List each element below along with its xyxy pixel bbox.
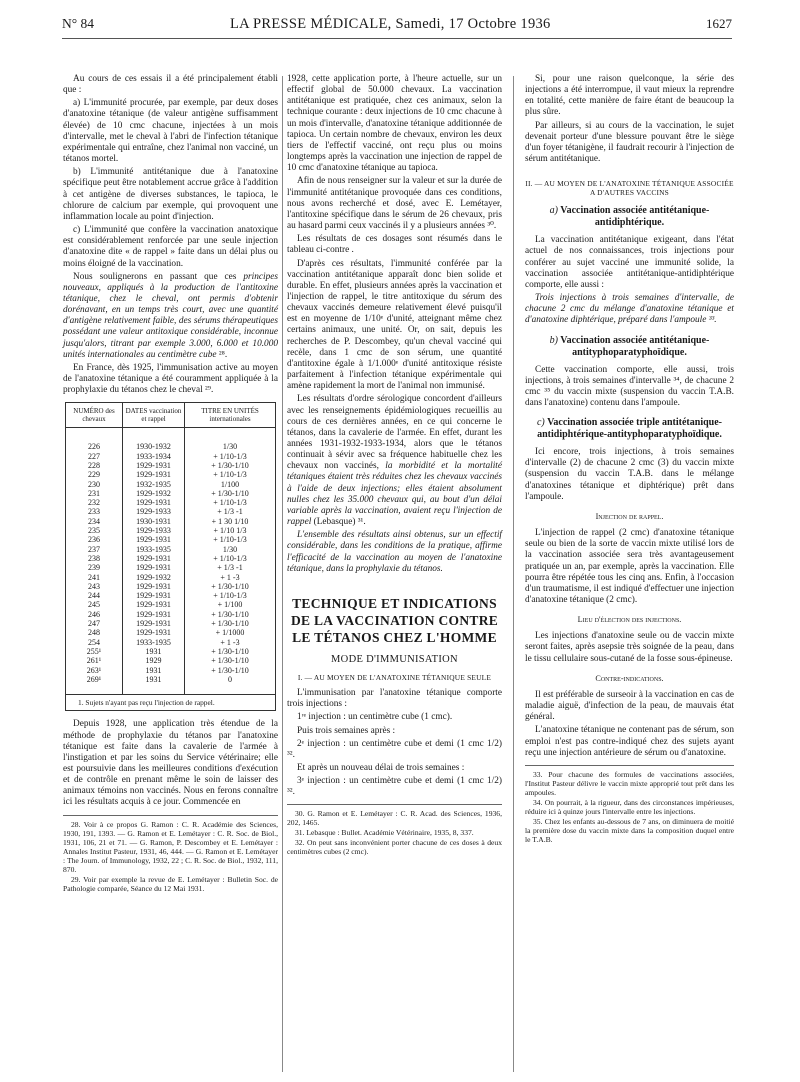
subheading: Injection de rappel. (595, 511, 664, 521)
table-cell-dates: 1929-1933 (136, 526, 171, 536)
results-table (65, 402, 276, 711)
paragraph: Les résultats d'ordre sérologique concordent d'ailleurs avec les renseignements épidémiologiques recueillis au cours de ces dernières années, en ce qui concerne le tétanos, dans la cavalerie de l'armée. En effet, durant les années 1931-1932-1933-1934, alors que le tétanos continuait à sévir avec sa fréquence habituelle chez les chevaux non vaccinés, la morbidité et la mortalité tétaniques étaient très réduites chez les chevaux vaccinés à l'aide de deux injections; elles étaient absolument nulles chez les 35.000 chevaux qui, au bout d'un délai variable après la vaccination, avaient reçu l'injection de rappel (Lebasque) ³¹. (287, 394, 502, 528)
paragraph: Et après un nouveau délai de trois semaines : (297, 762, 465, 773)
table-column-numbers (66, 428, 122, 694)
table-cell-dates: 1931 (145, 674, 162, 684)
column-3 (525, 74, 734, 845)
paragraph: 2ᵉ injection : un centimètre cube et demi (1 cmc 1/2) ³². (287, 738, 502, 760)
paragraph: 1928, cette application porte, à l'heure actuelle, sur un effectif global de 50.000 chevaux. La vaccination antitétanique est pratiquée, chez ces animaux, selon la technique courante : deux injections de 10 cmc chacune à un mois d'intervalle, d'anatoxine tétanique additionnée de tapioca. Un certain nombre de chevaux, environ les deux tiers de l'effectif vacciné, ont reçu plus ou moins longtemps après la vaccination une injection de rappel de 10 cmc d'anatoxine tétanique au tapioca. (287, 74, 502, 174)
table-cell-titre: + 1/10 1/3 (213, 526, 247, 536)
footnote: 35. Chez les enfants au-dessous de 7 ans, on diminuera de moitié la première dose du vaccin mixte dans la composition duquel entre le T.A.B. (525, 816, 734, 844)
table-cell-dates: 1929-1931 (136, 563, 171, 573)
paragraph: En France, dès 1925, l'immunisation active au moyen de l'anatoxine tétanique a été couramment appliquée à la prophylaxie du tétanos chez le cheval ²⁹. (63, 362, 278, 396)
table-column-dates (122, 428, 184, 694)
table-cell-dates: 1930-1931 (136, 516, 171, 526)
paragraph: Depuis 1928, une application très étendue de la méthode de prophylaxie du tétanos par l'anatoxine tétanique est faite dans la cavalerie de l'armée à l'instigation et par les soins du Service vétérinaire; elle est poursuivie dans les meilleures conditions d'exécution et de contrôle en prenant même le soin de laisser des animaux témoins non vaccinés. Nous en ferons connaître ici les résultats acquis à ce jour. Commencée en (63, 719, 278, 808)
paragraph: Par ailleurs, si au cours de la vaccination, le sujet devenait porteur d'une blessure pouvant être le siège d'un foyer tétanigène, il faudrait recourir à l'injection de sérum antitétanique. (525, 120, 734, 165)
table-body (66, 428, 275, 694)
table-cell-number: 235 (88, 526, 100, 536)
table-cell-number: 269¹ (86, 674, 102, 684)
table-cell-titre: + 1/10-1/3 (213, 451, 247, 461)
table-cell-number: 255¹ (86, 646, 102, 656)
table-cell-titre: + 1 30 1/10 (211, 516, 249, 526)
subheading: Lieu d'élection des injections. (577, 615, 682, 625)
table-column-titres (184, 428, 275, 694)
table-cell-dates: 1929-1931 (136, 619, 171, 629)
paragraph: Les injections d'anatoxine seule ou de vaccin mixte seront faites, après asepsie très soignée de la peau, dans le tissu cellulaire sous-cutané de la fosse sous-épineuse. (525, 631, 734, 664)
footnote: 34. On pourrait, à la rigueur, dans des circonstances impérieuses, réduire ici à quinze jours l'intervalle entre les injections. (525, 797, 734, 816)
subsection-title: MODE D'IMMUNISATION (331, 653, 458, 665)
table-cell-number: 231 (88, 488, 100, 498)
table-cell-number: 234 (88, 516, 100, 526)
column-divider (282, 76, 283, 1072)
subheading: Contre-indications. (595, 673, 664, 683)
table-cell-dates: 1933-1935 (136, 637, 171, 647)
table-cell-number: 239 (88, 563, 100, 573)
table-cell-dates: 1929-1931 (136, 535, 171, 545)
table-note: 1. Sujets n'ayant pas reçu l'injection de rappel. (66, 694, 275, 710)
journal-title: LA PRESSE MÉDICALE, Samedi, 17 Octobre 1936 (230, 16, 551, 32)
paragraph: a) L'immunité procurée, par exemple, par deux doses d'anatoxine tétanique (de valeur antigène suffisamment élevée) de 10 cmc chacune, injectées à un mois d'intervalle, met le cheval à l'abri de l'infection tétanique expérimentale qui entraîne, chez l'animal non vacciné, un tétanos mortel. (63, 98, 278, 165)
table-cell-titre: + 1/30-1/10 (211, 488, 249, 498)
table-cell-dates: 1929-1931 (136, 553, 171, 563)
table-cell-dates: 1929 (145, 656, 162, 666)
table-cell-dates: 1929-1931 (136, 498, 171, 508)
table-cell-titre: + 1/10-1/3 (213, 535, 247, 545)
column-2 (287, 74, 502, 857)
footnote: 31. Lebasque : Bullet. Académie Vétérinaire, 1935, 8, 337. (295, 828, 474, 838)
table-header-number: NUMÉRO des chevaux (73, 407, 115, 424)
table-cell-number: 229 (88, 470, 100, 480)
table-header (66, 403, 275, 428)
footnote: 33. Pour chacune des formules de vaccinations associées, l'Institut Pasteur délivre le vaccin mixte approprié tout prêt dans les ampoules. (525, 769, 734, 797)
table-cell-dates: 1929-1931 (136, 600, 171, 610)
table-cell-titre: + 1/3 -1 (217, 507, 243, 517)
column-1 (63, 74, 278, 894)
paragraph: c) L'immunité que confère la vaccination anatoxique est considérablement renforcée par une seule injection d'anatoxine dite « de rappel » faite dans un délai plus ou moins éloigné de la vaccination. (63, 225, 278, 269)
issue-number: N° 84 (62, 16, 95, 31)
table-cell-titre: + 1/10-1/3 (213, 553, 247, 563)
paragraph: Nous soulignerons en passant que ces principes nouveaux, appliqués à la production de l'antitoxine tétanique, chez le cheval, ont permis d'obtenir dorénavant, en un temps très court, avec une quantité d'antigène relativement faible, des sérums thérapeutiques possédant une valeur antitoxique considérable, inconnue jusqu'alors, titrant par exemple 3.000, 6.000 et 10.000 unités internationales au centimètre cube ²⁸. (63, 271, 278, 360)
table-cell-titre: + 1 -3 (220, 572, 240, 582)
table-cell-titre: + 1/10-1/3 (213, 591, 247, 601)
table-cell-titre: + 1/100 (217, 600, 243, 610)
table-cell-titre: + 1/30-1/10 (211, 460, 249, 470)
footnote: 29. Voir par exemple la revue de E. Lemétayer : Bulletin Soc. de Pathologie comparée, Séance du 12 Mai 1931. (63, 874, 278, 893)
table-cell-number: 236 (88, 535, 100, 545)
table-cell-number: 263¹ (86, 665, 102, 675)
paragraph: Afin de nous renseigner sur la valeur et sur la durée de l'immunité antitétanique provoquée dans ces conditions, nous avons recherché et dosé, avec E. Lemétayer, l'antitoxine spécifique dans le sérum de 26 chevaux, pris au hasard parmi ceux vaccinés il y a plusieurs années ³⁰. (287, 176, 502, 232)
footnote: 32. On peut sans inconvénient porter chacune de ces doses à deux centimètres cubes (2 cmc). (287, 838, 502, 857)
table-cell-dates: 1929-1931 (136, 581, 171, 591)
section-title: TECHNIQUE ET INDICATIONS DE LA VACCINATION CONTRE LE TÉTANOS CHEZ L'HOMME (290, 595, 499, 645)
table-cell-titre: + 1/30-1/10 (211, 619, 249, 629)
table-cell-number: 246 (88, 609, 100, 619)
paragraph: 1ʳᵉ injection : un centimètre cube (1 cmc). (297, 712, 453, 723)
table-cell-dates: 1932-1935 (136, 479, 171, 489)
paragraph: L'injection de rappel (2 cmc) d'anatoxine tétanique seule ou bien de la sorte de vaccin mixte utilisé lors de la vaccination associée sera très avantageusement pratiquée un an, par exemple, après la vaccination. Elle pourra être répétée tous les cinq ans. Enfin, à l'occasion d'un traumatisme, il est indiqué d'effectuer une injection d'anatoxine tétanique (2 cmc). (525, 528, 734, 605)
table-cell-number: 228 (88, 460, 100, 470)
table-cell-dates: 1929-1931 (136, 628, 171, 638)
footnote: 30. G. Ramon et E. Lemétayer : C. R. Acad. des Sciences, 1936, 202, 1465. (287, 809, 502, 828)
table-cell-number: 230 (88, 479, 100, 489)
table-cell-dates: 1930-1932 (136, 442, 171, 452)
table-cell-number: 237 (88, 544, 100, 554)
paragraph: Trois injections à trois semaines d'intervalle, de chacune 2 cmc du mélange d'anatoxine tétanique et d'anatoxine diphtérique, préparé dans l'ampoule ³³. (525, 293, 734, 326)
paragraph: D'après ces résultats, l'immunité conférée par la vaccination antitétanique apparaît donc bien solide et durable. En effet, plusieurs années après la vaccination et l'injection de rappel, le titre antitoxique du sérum des chevaux vaccinés demeure relativement élevé puisqu'il est en moyenne de 1/10ᵉ d'unité, atteignant même chez certains animaux, une unité. Or, on sait, depuis les recherches de P. Descombey, qu'un cheval vacciné qui recèle, dans 1 cmc de son sérum, une quantité d'antitoxine égale à 1/1.000ᵉ d'unité antitoxique résiste parfaitement à l'infection tétanique expérimentale qui amène rapidement la mort de l'animal non immunisé. (287, 258, 502, 392)
table-cell-dates: 1929-1931 (136, 470, 171, 480)
table-cell-number: 241 (88, 572, 100, 582)
table-cell-dates: 1929-1931 (136, 460, 171, 470)
paragraph: Ici encore, trois injections, à trois semaines d'intervalle (2) de chacune 2 cmc (3) du vaccin mixte (suspension du vaccin T.A.B. dans le mélange d'anatoxines tétanique et diphtérique) prêt dans l'ampoule. (525, 447, 734, 502)
table-cell-titre: 0 (228, 674, 232, 684)
table-cell-dates: 1929-1932 (136, 572, 171, 582)
table-cell-number: 226 (88, 442, 100, 452)
table-cell-titre: + 1/30-1/10 (211, 665, 249, 675)
table-cell-number: 244 (88, 591, 100, 601)
table-cell-titre: + 1/1000 (215, 628, 245, 638)
footnote-rule (63, 815, 278, 816)
footnote: 28. Voir à ce propos G. Ramon : C. R. Académie des Sciences, 1930, 191, 1393. — G. Ramon et E. Lemétayer : C. R. Soc. de Biol., 1931, 106, 21 et 71. — G. Ramon, P. Descombey et E. Lemétayer : Annales Institut Pasteur, 1931, 46, 444. — G. Ramon et E. Lemétayer : The Journ. of Immunology, 1932, 22 ; C. R. Soc. de Biol., 1932, 111, 870. (63, 819, 278, 874)
table-cell-number: 261¹ (86, 656, 102, 666)
table-cell-titre: 1/100 (220, 479, 240, 489)
table-cell-number: 243 (88, 581, 100, 591)
table-header-dates: DATES vaccination et rappel (122, 403, 184, 427)
footnote-rule (525, 765, 734, 766)
item-heading: b) Vaccination associée antitétanique-antityphoparatyphoïdique. (549, 334, 710, 358)
column-divider (513, 76, 514, 1072)
table-cell-number: 254 (88, 637, 100, 647)
header-rule (62, 38, 732, 39)
paragraph: L'anatoxine tétanique ne contenant pas de sérum, son emploi n'est pas contre-indiqué chez des sujets ayant reçu une injection antérieure de sérum ou d'anatoxine. (525, 725, 734, 758)
table-cell-titre: + 1/3 -1 (217, 563, 243, 573)
table-cell-titre: + 1/30-1/10 (211, 609, 249, 619)
table-cell-number: 232 (88, 498, 100, 508)
table-cell-titre: 1/30 (222, 442, 238, 452)
table-cell-titre: + 1 -3 (220, 637, 240, 647)
table-cell-dates: 1929-1932 (136, 488, 171, 498)
table-cell-number: 247 (88, 619, 100, 629)
table-header-titre: TITRE EN UNITÉS internationales (184, 403, 275, 427)
table-cell-titre: + 1/30-1/10 (211, 646, 249, 656)
table-cell-number: 238 (88, 553, 100, 563)
table-cell-dates: 1933-1935 (136, 544, 171, 554)
paragraph: Il est préférable de surseoir à la vaccination en cas de maladie aiguë, d'infection de la peau, de mauvais état général. (525, 689, 734, 723)
paragraph: L'ensemble des résultats ainsi obtenus, sur un effectif considérable, dans les conditions de la pratique, affirme l'efficacité de la vaccination au moyen de l'anatoxine tétanique, dans la prophylaxie du tétanos. (287, 530, 502, 574)
table-cell-titre: + 1/10-1/3 (213, 470, 247, 480)
table-cell-titre: 1/30 (222, 544, 238, 554)
paragraph: Cette vaccination comporte, elle aussi, trois injections, à trois semaines d'intervalle ³⁴, de chacune 2 cmc ³⁵ du vaccin mixte (suspension du vaccin T.A.B. dans l'anatoxine) contenu dans l'ampoule. (525, 364, 734, 408)
paragraph: Les résultats de ces dosages sont résumés dans le tableau ci-contre . (287, 234, 502, 256)
table-cell-dates: 1929-1931 (136, 609, 171, 619)
paragraph: b) L'immunité antitétanique due à l'anatoxine spécifique peut être notablement accrue grâce à l'addition à cet antigène de diverses substances, le tapioca, le chlorure de calcium par exemple, qui provoquent une inflammation locale au point d'injection. (63, 167, 278, 222)
footnote-rule (287, 804, 502, 805)
subsection-heading: II. — AU MOYEN DE L'ANATOXINE TÉTANIQUE ASSOCIÉE A D'AUTRES VACCINS (525, 179, 734, 198)
table-cell-titre: + 1/30-1/10 (211, 581, 249, 591)
table-cell-dates: 1931 (145, 665, 162, 675)
table-cell-number: 233 (88, 507, 100, 517)
table-cell-number: 227 (88, 451, 100, 461)
table-cell-dates: 1929-1931 (136, 591, 171, 601)
paragraph: Puis trois semaines après : (297, 725, 396, 736)
page-number: 1627 (706, 16, 732, 31)
table-cell-dates: 1933-1934 (136, 451, 171, 461)
paragraph: Au cours de ces essais il a été principalement établi que : (63, 74, 278, 96)
subsection-heading: I. — AU MOYEN DE L'ANATOXINE TÉTANIQUE SEULE (297, 673, 492, 683)
paragraph: La vaccination antitétanique exigeant, dans l'état actuel de nos connaissances, trois injections pour conférer au sujet vacciné une immunité solide, la vaccination associée antitétanique-antidiphtérique comporte, elle aussi : (525, 235, 734, 290)
paragraph: 3ᵉ injection : un centimètre cube et demi (1 cmc 1/2) ³². (287, 776, 502, 798)
table-cell-titre: + 1/30-1/10 (211, 656, 249, 666)
table-cell-number: 248 (88, 628, 100, 638)
paragraph: L'immunisation par l'anatoxine tétanique comporte trois injections : (287, 688, 502, 710)
paragraph: Si, pour une raison quelconque, la série des injections a été interrompue, il vaut mieux la reprendre en totalité, cette manière de faire étant de beaucoup la plus sûre. (525, 74, 734, 118)
table-cell-dates: 1929-1933 (136, 507, 171, 517)
item-heading: a) Vaccination associée antitétanique-antidiphtérique. (549, 205, 710, 229)
running-header (62, 16, 732, 36)
item-heading: c) Vaccination associée triple antitétanique-antidiphtérique-antityphoparatyphoïdique. (536, 417, 722, 441)
table-cell-titre: + 1/10-1/3 (213, 498, 247, 508)
table-cell-number: 245 (88, 600, 100, 610)
table-cell-dates: 1931 (145, 646, 162, 656)
